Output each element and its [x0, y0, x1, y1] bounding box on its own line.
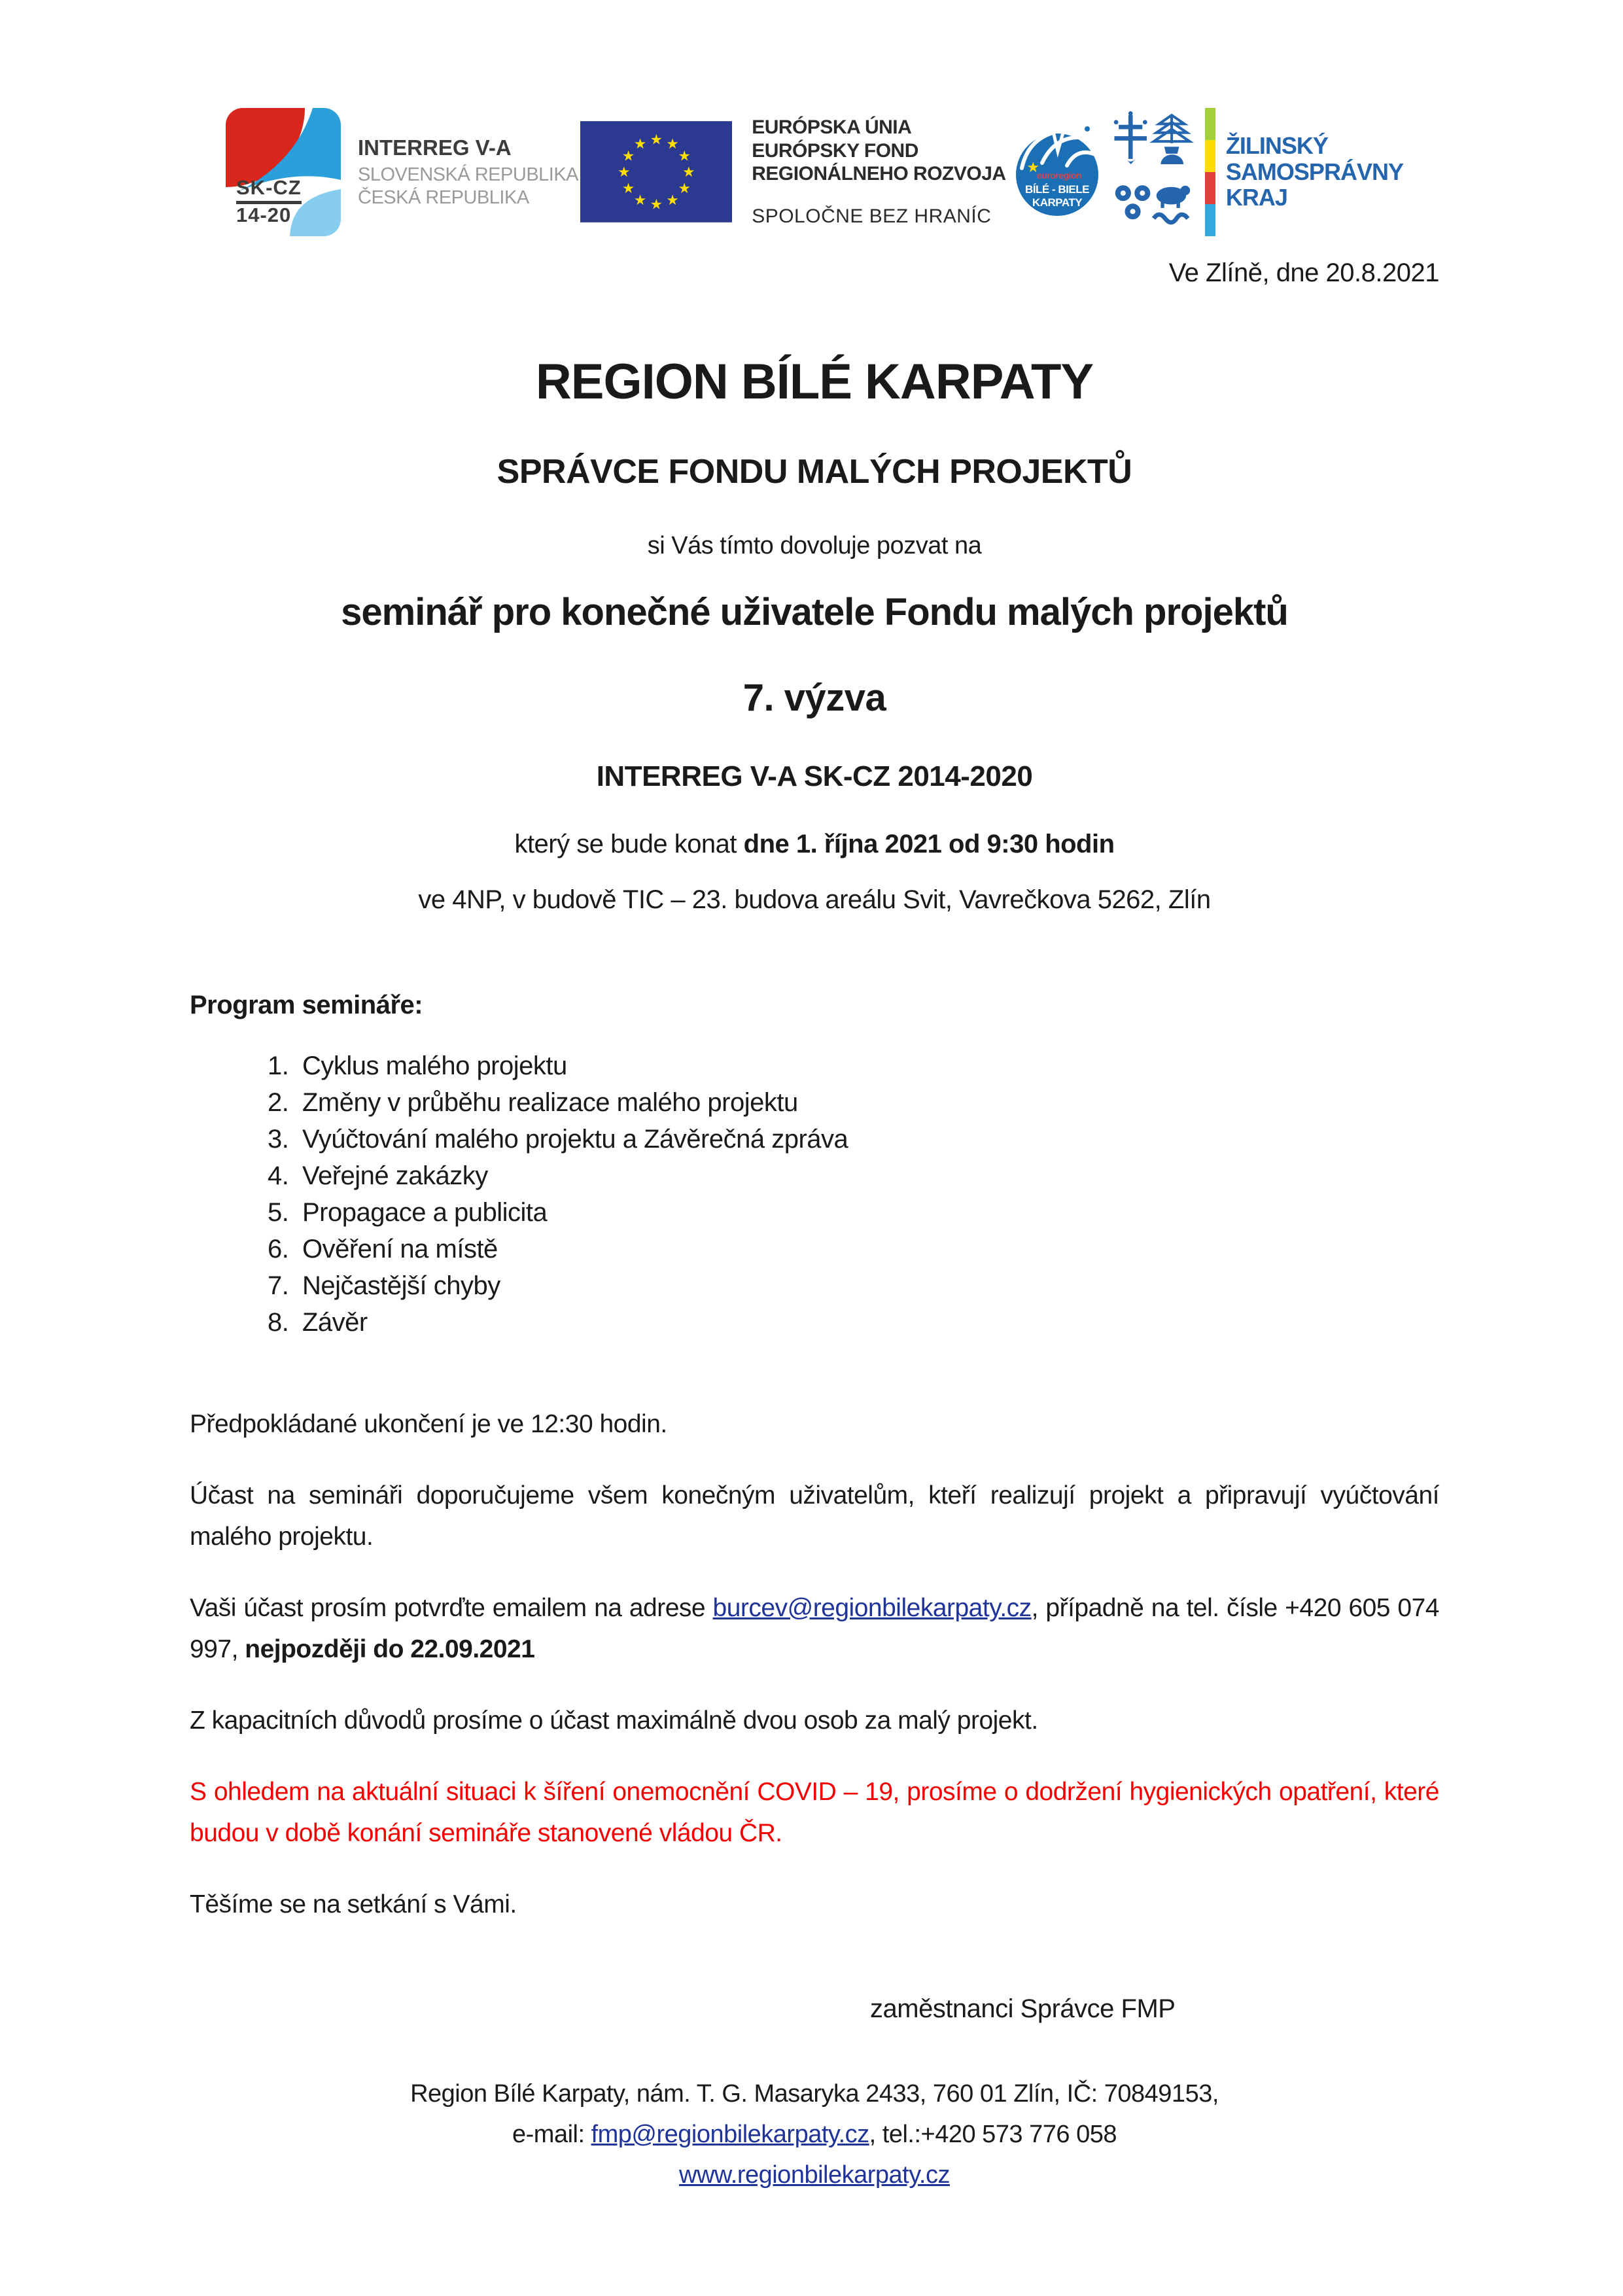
zsk-bar-green [1205, 108, 1215, 140]
bbk-euroregion-label: euroregion [1036, 169, 1081, 181]
program-item-1: 1. Cyklus malého projektu [296, 1048, 1439, 1084]
svg-text:★: ★ [678, 147, 691, 164]
svg-text:★: ★ [666, 192, 679, 209]
eu-line-2: EURÓPSKY FOND [752, 139, 918, 162]
footer-email-link[interactable]: fmp@regionbilekarpaty.cz [591, 2121, 869, 2148]
zsk-logo [1108, 108, 1403, 236]
zsk-text [1226, 133, 1403, 211]
program-item-6: 6. Ověření na místě [296, 1231, 1439, 1267]
eu-text [752, 116, 1005, 227]
zsk-line-2: SAMOSPRÁVNY [1225, 158, 1403, 185]
capacity-paragraph: Z kapacitních důvodů prosíme o účast maximálně dvou osob za malý projekt. [190, 1706, 1038, 1735]
zsk-line-1: ŽILINSKÝ [1225, 132, 1328, 160]
footer-website-line [190, 2155, 1439, 2195]
program-list [190, 1048, 1439, 1341]
zsk-bar-red [1205, 172, 1215, 204]
end-time-paragraph: Předpokládané ukončení je ve 12:30 hodin. [190, 1410, 667, 1438]
svg-text:★: ★ [634, 135, 646, 152]
footer [190, 2074, 1439, 2195]
svg-text:★: ★ [682, 164, 695, 181]
footer-phone-suffix: , tel.:+420 573 776 058 [869, 2121, 1117, 2148]
bbk-logo [1008, 120, 1106, 224]
program-item-3: 3. Vyúčtování malého projektu a Závěrečná zpráva [296, 1121, 1439, 1157]
recommendation-paragraph: Účast na semináři doporučujeme všem konečným uživatelům, kteří realizují projekt a připravují vyúčtování malého projektu. [190, 1481, 1439, 1551]
zsk-color-bar-icon [1205, 108, 1215, 236]
interreg-badge-bottom: 14-20 [236, 203, 292, 226]
eu-tagline: SPOLOČNE BEZ HRANÍC [752, 205, 992, 227]
call-number: 7. výzva [742, 677, 886, 719]
interreg-badge [236, 177, 302, 226]
program-item-4: 4. Veřejné zakázky [296, 1157, 1439, 1194]
confirmation-paragraph [190, 1587, 1439, 1670]
bbk-name-line-2: KARPATY [1032, 196, 1082, 209]
eu-flag-icon [580, 121, 732, 222]
closing-paragraph: Těšíme se na setkání s Vámi. [190, 1890, 517, 1918]
svg-text:★: ★ [622, 179, 635, 196]
footer-contact-line [190, 2114, 1439, 2155]
event-date-prefix: který se bude konat [514, 830, 744, 858]
organization-subtitle: SPRÁVCE FONDU MALÝCH PROJEKTŮ [497, 453, 1132, 491]
svg-text:★: ★ [634, 192, 646, 209]
invite-line: si Vás tímto dovoluje pozvat na [647, 532, 982, 559]
bbk-star-icon: ★ [1026, 158, 1039, 175]
svg-text:★: ★ [618, 164, 631, 181]
seminar-title: seminář pro konečné uživatele Fondu malých projektů [341, 591, 1288, 633]
zsk-line-3: KRAJ [1225, 184, 1287, 211]
confirmation-deadline: nejpozději do 22.09.2021 [245, 1635, 535, 1663]
program-item-5: 5. Propagace a publicita [296, 1194, 1439, 1231]
program-heading: Program semináře: [190, 991, 423, 1019]
interreg-program-name: INTERREG V-A [358, 135, 512, 160]
bbk-name-line-1: BÍLÉ - BIELE [1024, 183, 1089, 196]
svg-text:★: ★ [678, 179, 691, 196]
footer-website-link[interactable]: www.regionbilekarpaty.cz [679, 2161, 950, 2189]
svg-text:★: ★ [650, 196, 663, 213]
interreg-country-2: ČESKÁ REPUBLIKA [358, 186, 529, 208]
zsk-symbols-icon [1108, 110, 1196, 234]
confirmation-middle: , případně na tel. čísle +420 605 074 997, [190, 1594, 1439, 1663]
program-item-8: 8. Závěr [296, 1304, 1439, 1341]
event-date-bold: dne 1. října 2021 od 9:30 hodin [743, 830, 1115, 858]
interreg-logo [226, 108, 578, 236]
interreg-country-1: SLOVENSKÁ REPUBLIKA [358, 164, 579, 185]
svg-text:★: ★ [622, 147, 635, 164]
eu-logo [580, 116, 1005, 227]
interreg-text [358, 135, 578, 209]
interreg-badge-top: SK-CZ [236, 177, 302, 204]
covid-notice-paragraph: S ohledem na aktuální situaci k šíření onemocnění COVID – 19, prosíme o dodržení hygienických opatření, které budou v době konání semináře stanovené vládou ČR. [190, 1778, 1439, 1847]
confirmation-prefix: Vaši účast prosím potvrďte emailem na adrese [190, 1594, 713, 1622]
program-item-7: 7. Nejčastější chyby [296, 1267, 1439, 1304]
zsk-bar-yellow [1205, 140, 1215, 172]
program-item-2: 2. Změny v průběhu realizace malého projektu [296, 1084, 1439, 1121]
eu-line-3: REGIONÁLNEHO ROZVOJA [752, 163, 1006, 185]
event-venue-line: ve 4NP, v budově TIC – 23. budova areálu Svit, Vavrečkova 5262, Zlín [418, 885, 1211, 914]
organization-title: REGION BÍLÉ KARPATY [535, 354, 1094, 410]
zsk-bar-cyan [1205, 204, 1215, 236]
date-line: Ve Zlíně, dne 20.8.2021 [1168, 258, 1439, 287]
bbk-apple-icon [1008, 120, 1106, 224]
program-name: INTERREG V-A SK-CZ 2014-2020 [596, 760, 1033, 792]
event-date-line [190, 830, 1439, 859]
interreg-mark-icon [226, 108, 341, 236]
footer-address-line: Region Bílé Karpaty, nám. T. G. Masaryka 2433, 760 01 Zlín, IČ: 70849153, [410, 2080, 1219, 2108]
logo-strip [190, 105, 1439, 239]
eu-line-1: EURÓPSKA ÚNIA [752, 116, 912, 139]
signature-line: zaměstnanci Správce FMP [870, 1994, 1176, 2023]
svg-text:★: ★ [650, 131, 663, 148]
svg-text:★: ★ [666, 135, 679, 152]
contact-email-link[interactable]: burcev@regionbilekarpaty.cz [712, 1594, 1032, 1622]
footer-email-prefix: e-mail: [512, 2121, 591, 2148]
